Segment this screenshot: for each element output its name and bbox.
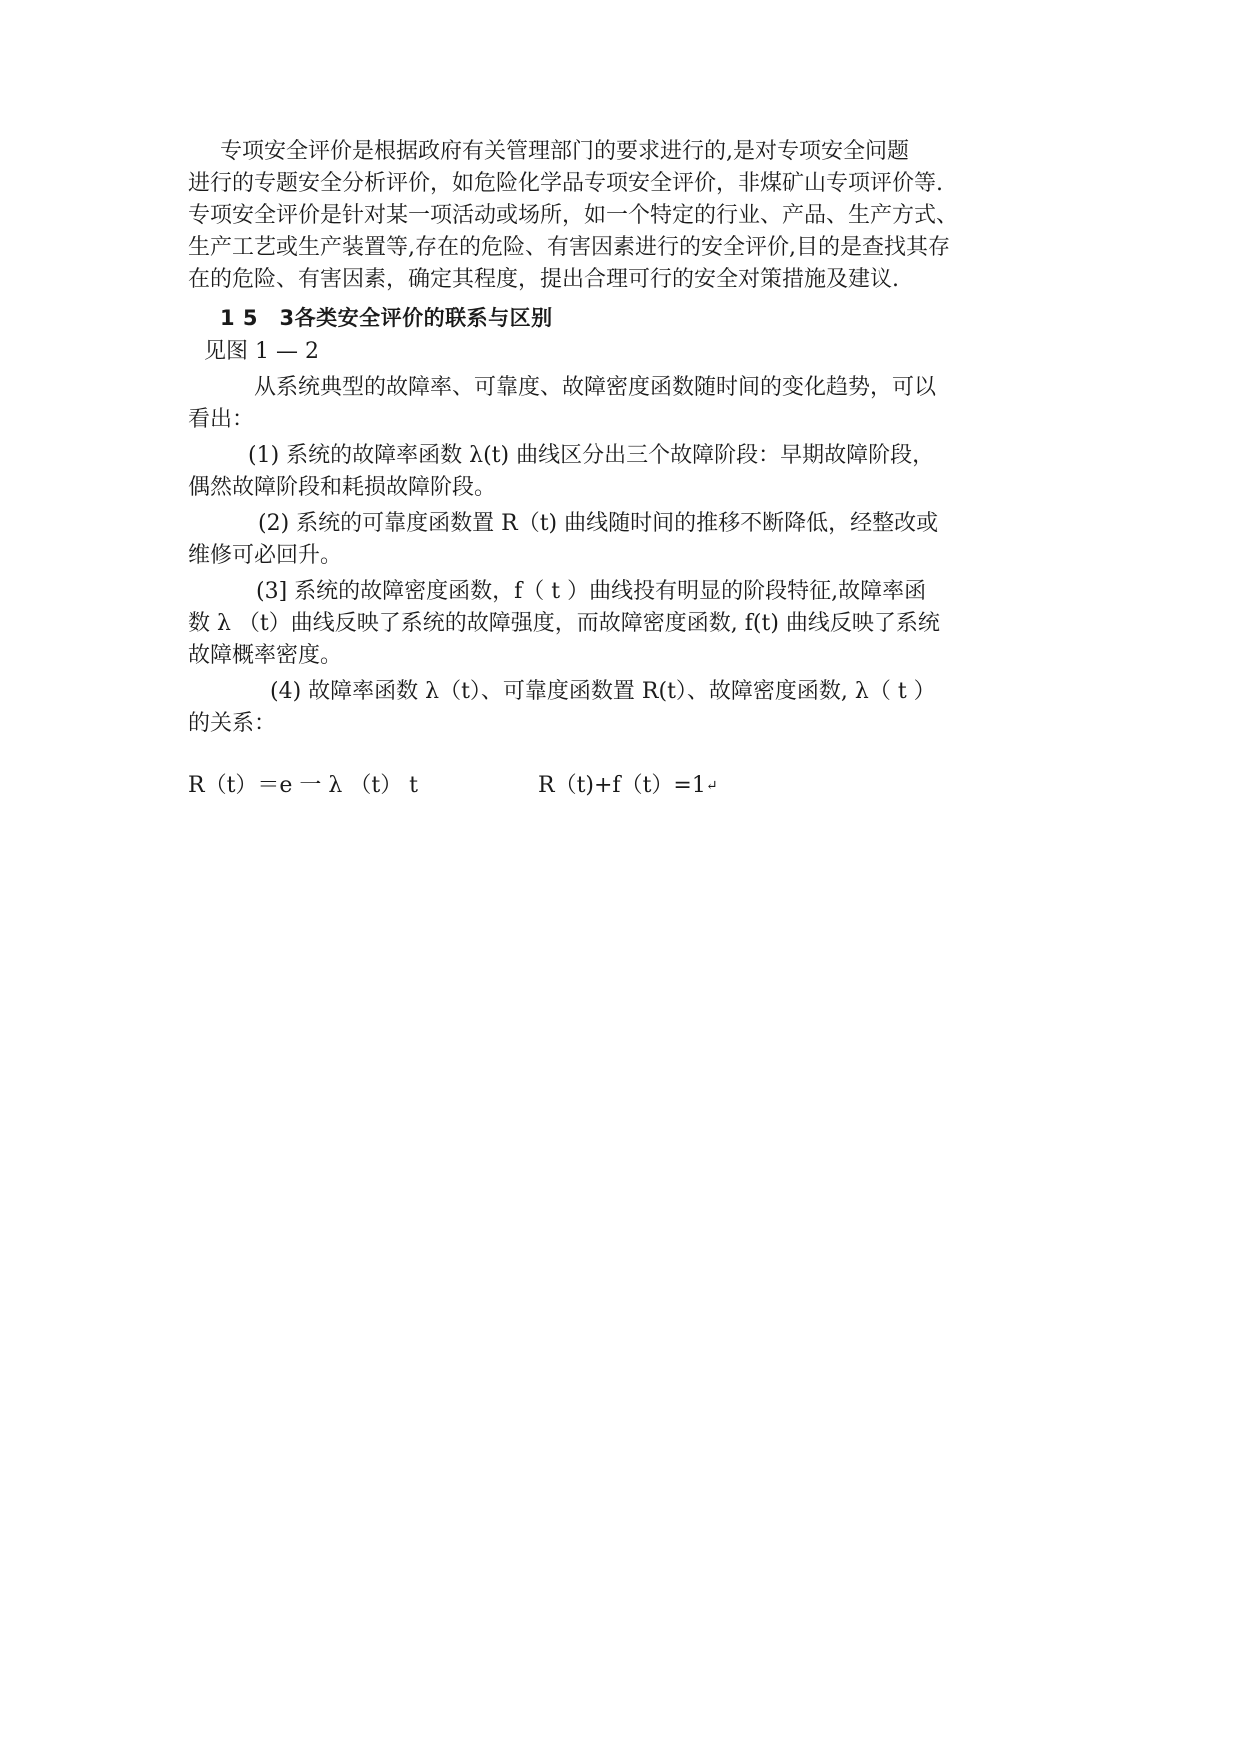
item1-line1: (1) 系统的故障率函数 λ(t) 曲线区分出三个故障阶段：早期故障阶段， [248, 443, 935, 468]
item3-line1: (3] 系统的故障密度函数，f（ t ）曲线投有明显的阶段特征,故障率函 [256, 579, 927, 604]
item4-line2: 的关系： [188, 711, 277, 736]
item4-line1: (4) 故障率函数 λ（t）、可靠度函数置 R(t）、故障密度函数, λ（ t ） [270, 679, 936, 704]
formula-reliability: R（t）＝e 一 λ （t） t [188, 773, 419, 798]
paragraph1-line5: 在的危险、有害因素，确定其程度，提出合理可行的安全对策措施及建议. [188, 267, 899, 292]
item3-line3: 故障概率密度。 [188, 643, 343, 668]
paragraph2-line2: 看出： [188, 407, 255, 432]
paragraph1-line3: 专项安全评价是针对某一项活动或场所，如一个特定的行业、产品、生产方式、 [188, 203, 959, 228]
item2-line1: (2) 系统的可靠度函数置 R（t) 曲线随时间的推移不断降低，经整改或 [258, 511, 939, 536]
paragraph1-line1: 专项安全评价是根据政府有关管理部门的要求进行的,是对专项安全问题 [220, 139, 909, 164]
item3-line2: 数 λ （t）曲线反映了系统的故障强度，而故障密度函数, f(t) 曲线反映了系统 [188, 611, 940, 636]
section-heading: 1 5 3各类安全评价的联系与区别 [220, 306, 553, 330]
return-mark-icon: ↵ [705, 778, 718, 794]
figure-reference: 见图 1 — 2 [204, 339, 319, 364]
formula-sum-text: R（t)+f（t）=1 [538, 773, 706, 798]
paragraph1-line4: 生产工艺或生产装置等,存在的危险、有害因素进行的安全评价,目的是查找其存 [188, 235, 950, 260]
paragraph1-line2: 进行的专题安全分析评价，如危险化学品专项安全评价，非煤矿山专项评价等. [188, 171, 943, 196]
formula-sum [538, 770, 718, 802]
item2-line2: 维修可必回升。 [188, 543, 343, 568]
paragraph2-line1: 从系统典型的故障率、可靠度、故障密度函数随时间的变化趋势，可以 [254, 375, 937, 400]
item1-line2: 偶然故障阶段和耗损故障阶段。 [188, 475, 497, 500]
